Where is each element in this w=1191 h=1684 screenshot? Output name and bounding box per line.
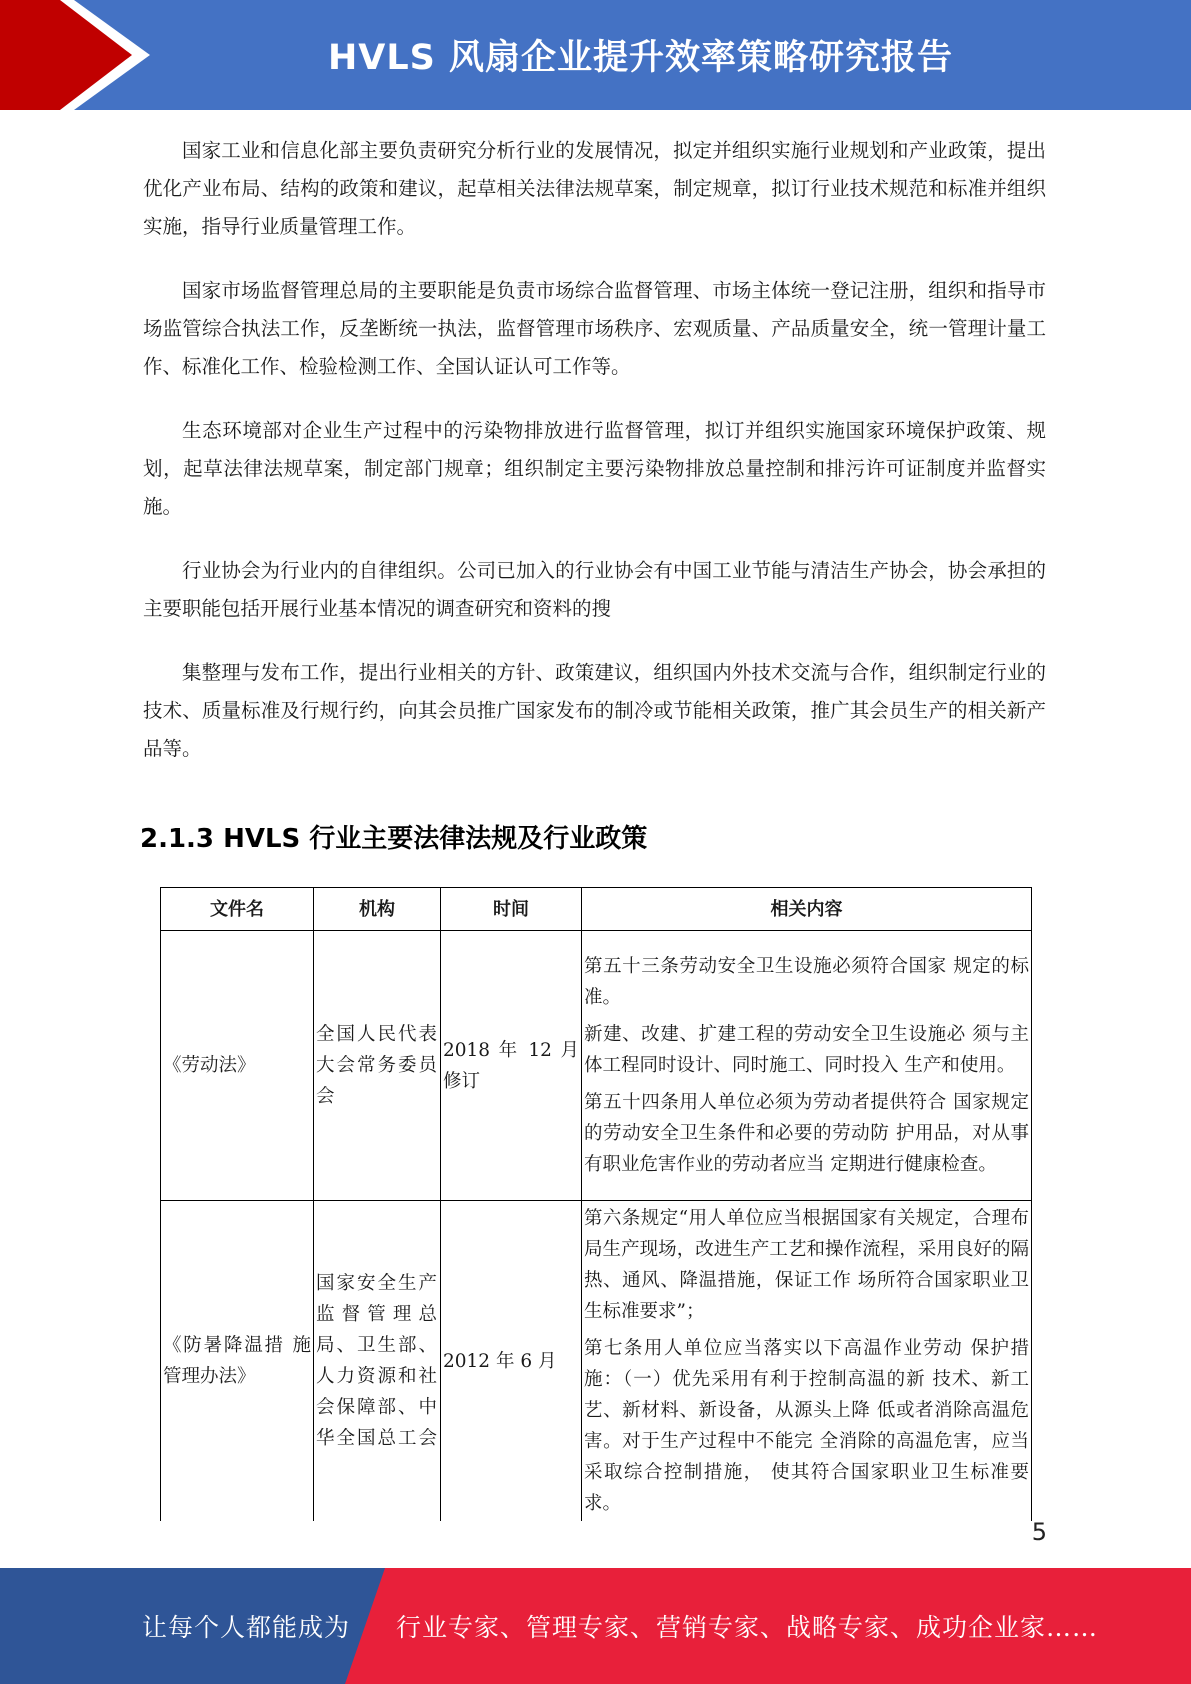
page-number: 5 <box>1031 1518 1047 1546</box>
cell-organization: 全国人民代表大会常务委员会 <box>314 931 441 1201</box>
paragraph: 国家市场监督管理总局的主要职能是负责市场综合监督管理、市场主体统一登记注册，组织和指导市场监管综合执法工作，反垄断统一执法，监督管理市场秩序、宏观质量、产品质量安全，统一管理计量工作、标准化工作、检验检测工作、全国认证认可工作等。 <box>143 279 1046 378</box>
table-row <box>161 1201 1032 1522</box>
cell-time: 2012 年 6 月 <box>441 1201 582 1522</box>
content-clause: 第五十三条劳动安全卫生设施必须符合国家 规定的标准。 <box>584 956 1029 1008</box>
section-heading: 2.1.3 HVLS 行业主要法律法规及行业政策 <box>140 824 648 854</box>
paragraph: 国家工业和信息化部主要负责研究分析行业的发展情况，拟定并组织实施行业规划和产业政策，提出优化产业布局、结构的政策和建议，起草相关法律法规草案，制定规章，拟订行业技术规范和标准并组织实施，指导行业质量管理工作。 <box>143 139 1046 238</box>
body-text <box>143 132 1046 794</box>
column-header-name: 文件名 <box>161 888 314 931</box>
footer-bar <box>0 1568 1191 1684</box>
content-clause: 第五十四条用人单位必须为劳动者提供符合 国家规定的劳动安全卫生条件和必要的劳动防 护用品，对从事有职业危害作业的劳动者应当 定期进行健康检查。 <box>584 1092 1029 1175</box>
content-clause: 新建、改建、扩建工程的劳动安全卫生设施必 须与主体工程同时设计、同时施工、同时投入 生产和使用。 <box>584 1024 1029 1076</box>
footer-slogan-right: 行业专家、管理专家、营销专家、战略专家、成功企业家…… <box>396 1613 1099 1642</box>
column-header-time: 时间 <box>441 888 582 931</box>
table-header-row <box>161 888 1032 931</box>
cell-content <box>582 931 1032 1201</box>
cell-organization: 国家安全生产监督管理总局、卫生部、人力资源和社会保障部、中华全国总工会 <box>314 1201 441 1522</box>
cell-document-name: 《防暑降温措 施管理办法》 <box>161 1201 314 1522</box>
cell-content <box>582 1201 1032 1522</box>
table-row <box>161 931 1032 1201</box>
content-clause: 第七条用人单位应当落实以下高温作业劳动 保护措施：（一）优先采用有利于控制高温的新 技术、新工艺、新材料、新设备，从源头上降 低或者消除高温危害。对于生产过程中不能完 全消除的高温危害，应当采取综合控制措施， 使其符合国家职业卫生标准要求。 <box>584 1338 1029 1514</box>
column-header-org: 机构 <box>314 888 441 931</box>
content-clause: 第六条规定“用人单位应当根据国家有关规定，合理布局生产现场，改进生产工艺和操作流程，采用良好的隔热、通风、降温措施，保证工作 场所符合国家职业卫生标准要求”； <box>584 1208 1029 1322</box>
paragraph: 行业协会为行业内的自律组织。公司已加入的行业协会有中国工业节能与清洁生产协会，协会承担的主要职能包括开展行业基本情况的调查研究和资料的搜 <box>143 559 1046 620</box>
cell-time: 2018 年 12 月修订 <box>441 931 582 1201</box>
paragraph: 生态环境部对企业生产过程中的污染物排放进行监督管理，拟订并组织实施国家环境保护政策、规划，起草法律法规草案，制定部门规章；组织制定主要污染物排放总量控制和排污许可证制度并监督实施。 <box>143 419 1046 518</box>
header-bar <box>0 0 1191 110</box>
footer-slogan-left: 让每个人都能成为 <box>142 1613 351 1642</box>
cell-document-name: 《劳动法》 <box>161 931 314 1201</box>
column-header-content: 相关内容 <box>582 888 1032 931</box>
paragraph: 集整理与发布工作，提出行业相关的方针、政策建议，组织国内外技术交流与合作，组织制定行业的技术、质量标准及行规行约，向其会员推广国家发布的制冷或节能相关政策，推广其会员生产的相关新产品等。 <box>143 661 1046 760</box>
document-title: HVLS 风扇企业提升效率策略研究报告 <box>327 38 954 78</box>
laws-table <box>160 887 1032 1521</box>
